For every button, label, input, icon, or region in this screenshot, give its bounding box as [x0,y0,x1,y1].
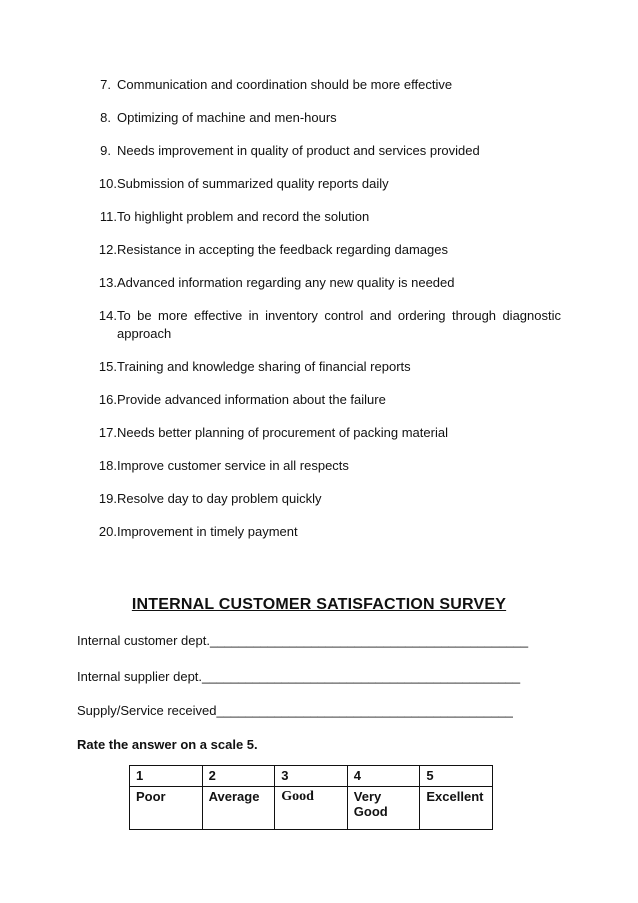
item-text: Provide advanced information about the failure [117,392,386,407]
item-text: Needs improvement in quality of product and services provided [117,143,480,158]
scale-label-cell: Average [202,787,275,830]
item-number: 15. [98,359,117,374]
item-number: 18. [98,458,117,473]
list-item [93,490,561,508]
improvement-list [93,76,561,556]
item-text: Improve customer service in all respects [117,458,349,473]
supply-received-field: Supply/Service received_________________________________________ [77,703,513,718]
item-number: 13. [98,275,117,290]
item-text: Improvement in timely payment [117,524,298,539]
item-number: 17. [98,425,117,440]
scale-number-cell: 3 [275,766,348,787]
item-number: 7. [100,77,111,92]
list-item [93,241,561,259]
list-item [93,208,561,226]
list-item [93,175,561,193]
item-text: Communication and coordination should be more effective [117,77,453,92]
item-number: 14. [98,308,117,323]
item-text: Optimizing of machine and men-hours [117,110,337,125]
rating-scale-table [129,765,493,830]
item-number: 9. [100,143,111,158]
item-number: 16. [98,392,117,407]
list-item [93,109,561,127]
item-number: 11. [99,209,117,224]
item-number: 12. [98,242,117,257]
customer-dept-field: Internal customer dept.____________________________________________ [77,633,529,648]
item-text: To be more effective in inventory control and ordering through diagnostic approach [117,308,561,341]
scale-label-row [130,787,493,830]
item-number: 19. [98,491,117,506]
list-item [93,523,561,541]
item-number: 20. [98,524,117,539]
item-number: 8. [100,110,111,125]
scale-label-cell: Very Good [347,787,420,830]
item-text: Advanced information regarding any new quality is needed [117,275,455,290]
scale-number-cell: 2 [202,766,275,787]
supplier-dept-field: Internal supplier dept.____________________________________________ [77,669,521,684]
list-item [93,358,561,376]
rate-instruction: Rate the answer on a scale 5. [77,737,258,752]
scale-label-cell: Excellent [420,787,493,830]
scale-label-cell: Good [275,787,348,830]
scale-number-cell: 4 [347,766,420,787]
item-text: Resolve day to day problem quickly [117,491,322,506]
item-number: 10. [98,176,117,191]
survey-title: INTERNAL CUSTOMER SATISFACTION SURVEY [131,596,507,613]
list-item [93,76,561,94]
list-item [93,391,561,409]
list-item [93,307,561,343]
scale-number-row [130,766,493,787]
list-item [93,274,561,292]
list-item [93,457,561,475]
list-item [93,424,561,442]
scale-number-cell: 1 [130,766,203,787]
item-text: Resistance in accepting the feedback regarding damages [117,242,448,257]
item-text: Training and knowledge sharing of financial reports [117,359,411,374]
item-text: To highlight problem and record the solution [117,209,370,224]
scale-number-cell: 5 [420,766,493,787]
list-item [93,142,561,160]
item-text: Submission of summarized quality reports daily [117,176,389,191]
scale-label-cell: Poor [130,787,203,830]
item-text: Needs better planning of procurement of packing material [117,425,448,440]
